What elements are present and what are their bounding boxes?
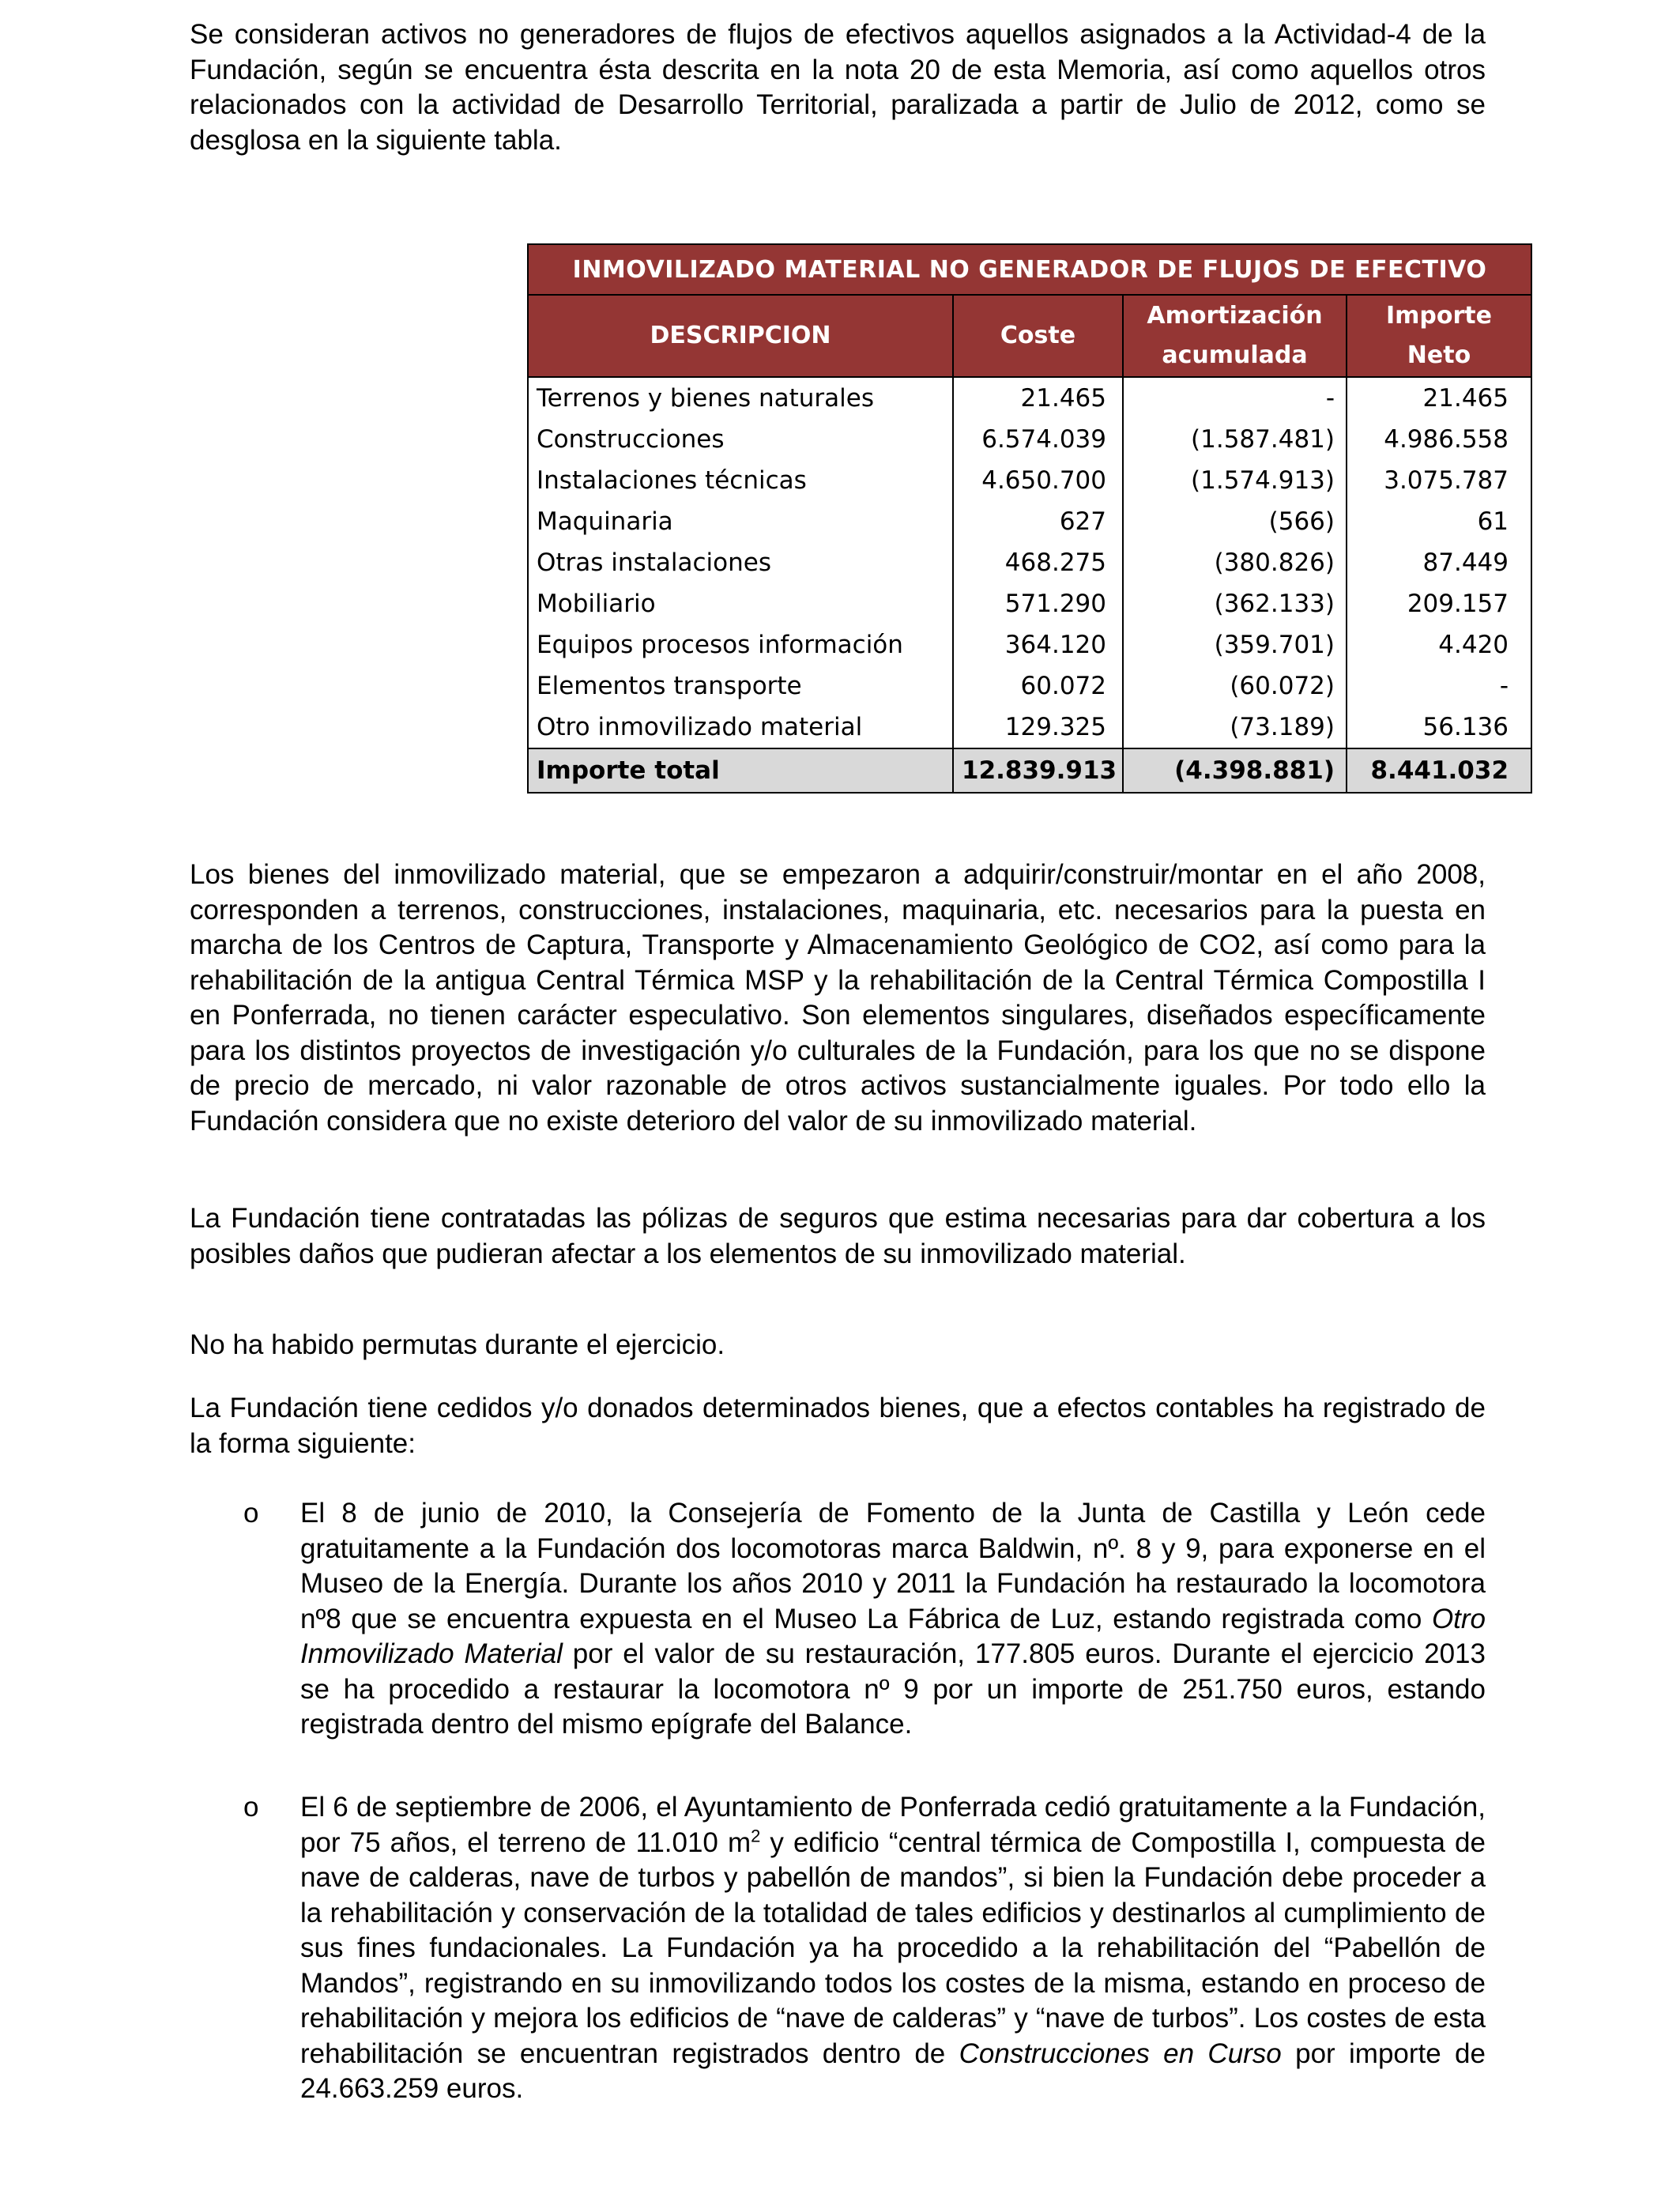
total-neto: 8.441.032 (1347, 748, 1531, 793)
bullet-text-part: El 6 de septiembre de 2006, el Ayuntamiento de Ponferrada cedió gratuitamente a la Fundación, por 75 años, el terreno de 11.010 m (300, 1792, 1486, 1858)
row-neto: 3.075.787 (1347, 460, 1531, 501)
table-row (528, 542, 1531, 583)
bullet-text-part: por el valor de su restauración, 177.805 euros. Durante el ejercicio 2013 se ha procedido a restaurar la locomotora nº 9 por un importe de 251.750 euros, estando registrada dentro del mismo epígrafe del Balance. (300, 1638, 1486, 1740)
row-neto: 209.157 (1347, 583, 1531, 624)
bullet-text-locomotoras (300, 1496, 1486, 1743)
row-desc: Construcciones (528, 419, 953, 460)
header-neto (1347, 295, 1531, 377)
table-row (528, 665, 1531, 707)
total-amortizacion: (4.398.881) (1123, 748, 1347, 793)
row-amortizacion: (1.587.481) (1123, 419, 1347, 460)
table-row (528, 707, 1531, 748)
header-neto-line2: Neto (1407, 341, 1471, 369)
bullet-marker: o (243, 1498, 259, 1529)
row-desc: Instalaciones técnicas (528, 460, 953, 501)
table-row (528, 624, 1531, 665)
row-amortizacion: (359.701) (1123, 624, 1347, 665)
header-coste: Coste (953, 295, 1123, 377)
row-amortizacion: (566) (1123, 501, 1347, 542)
bullet-italic: Construcciones en Curso (959, 2038, 1282, 2069)
row-neto: 4.986.558 (1347, 419, 1531, 460)
row-desc: Maquinaria (528, 501, 953, 542)
paragraph-cedidos: La Fundación tiene cedidos y/o donados determinados bienes, que a efectos contables ha registrado de la forma siguiente: (190, 1393, 1486, 1459)
row-amortizacion: (73.189) (1123, 707, 1347, 748)
total-desc: Importe total (528, 748, 953, 793)
row-coste: 60.072 (953, 665, 1123, 707)
row-amortizacion: (60.072) (1123, 665, 1347, 707)
row-amortizacion: - (1123, 377, 1347, 419)
row-coste: 627 (953, 501, 1123, 542)
paragraph-seguros: La Fundación tiene contratadas las pólizas de seguros que estima necesarias para dar cobertura a los posibles daños que pudieran afectar a los elementos de su inmovilizado material. (190, 1203, 1486, 1269)
table-title: INMOVILIZADO MATERIAL NO GENERADOR DE FLUJOS DE EFECTIVO (528, 244, 1531, 295)
header-descripcion: DESCRIPCION (528, 295, 953, 377)
row-desc: Otro inmovilizado material (528, 707, 953, 748)
asset-table (527, 243, 1532, 794)
row-coste: 571.290 (953, 583, 1123, 624)
bullet-text-part: El 8 de junio de 2010, la Consejería de Fomento de la Junta de Castilla y León cede gratuitamente a la Fundación dos locomotoras marca Baldwin, nº. 8 y 9, para exponerse en el Museo de la Energía. Durante los años 2010 y 2011 la Fundación ha restaurado la locomotora nº8 que se encuentra expuesta en el Museo La Fábrica de Luz, estando registrada como (300, 1498, 1486, 1634)
paragraph-bienes: Los bienes del inmovilizado material, que se empezaron a adquirir/construir/montar en el año 2008, corresponden a terrenos, construcciones, instalaciones, maquinaria, etc. necesarios para la puesta en marcha de los Centros de Captura, Transporte y Almacenamiento Geológico de CO2, así como para la rehabilitación de la antigua Central Térmica MSP y la rehabilitación de la Central Térmica Compostilla I en Ponferrada, no tienen carácter especulativo. Son elementos singulares, diseñados específicamente para los distintos proyectos de investigación y/o culturales de la Fundación, para los que no se dispone de precio de mercado, ni valor razonable de otros activos sustancialmente iguales. Por todo ello la Fundación considera que no existe deterioro del valor de su inmovilizado material. (190, 859, 1486, 1137)
header-amortizacion-line2: acumulada (1162, 341, 1308, 369)
row-desc: Mobiliario (528, 583, 953, 624)
row-coste: 129.325 (953, 707, 1123, 748)
row-neto: 21.465 (1347, 377, 1531, 419)
row-neto: 61 (1347, 501, 1531, 542)
bullet-marker: o (243, 1792, 259, 1823)
row-coste: 4.650.700 (953, 460, 1123, 501)
row-neto: 87.449 (1347, 542, 1531, 583)
row-amortizacion: (380.826) (1123, 542, 1347, 583)
row-neto: - (1347, 665, 1531, 707)
row-coste: 6.574.039 (953, 419, 1123, 460)
row-amortizacion: (362.133) (1123, 583, 1347, 624)
table-row (528, 583, 1531, 624)
row-coste: 364.120 (953, 624, 1123, 665)
bullet-italic: Otro Inmovilizado Material (300, 1603, 1486, 1669)
asset-table-container (527, 243, 1531, 794)
bullet-text-compostilla (300, 1790, 1486, 2107)
bullet-text-part: por importe de 24.663.259 euros. (300, 2038, 1486, 2104)
header-amortizacion (1123, 295, 1347, 377)
table-total-row (528, 748, 1531, 793)
row-desc: Elementos transporte (528, 665, 953, 707)
table-row (528, 419, 1531, 460)
table-row (528, 460, 1531, 501)
row-desc: Equipos procesos información (528, 624, 953, 665)
row-coste: 468.275 (953, 542, 1123, 583)
row-coste: 21.465 (953, 377, 1123, 419)
row-neto: 56.136 (1347, 707, 1531, 748)
table-row (528, 377, 1531, 419)
row-neto: 4.420 (1347, 624, 1531, 665)
paragraph-permutas: No ha habido permutas durante el ejercicio. (190, 1329, 725, 1360)
row-amortizacion: (1.574.913) (1123, 460, 1347, 501)
intro-paragraph: Se consideran activos no generadores de flujos de efectivos aquellos asignados a la Actividad-4 de la Fundación, según se encuentra ésta descrita en la nota 20 de esta Memoria, así como aquellos otros relacionados con la actividad de Desarrollo Territorial, paralizada a partir de Julio de 2012, como se desglosa en la siguiente tabla. (190, 19, 1486, 156)
table-row (528, 501, 1531, 542)
header-neto-line1: Importe (1386, 302, 1492, 330)
superscript: 2 (751, 1825, 761, 1845)
row-desc: Terrenos y bienes naturales (528, 377, 953, 419)
bullet-text-part: y edificio “central térmica de Compostilla I, compuesta de nave de calderas, nave de turbos y pabellón de mandos”, si bien la Fundación debe proceder a la rehabilitación y conservación de la totalidad de tales edificios y destinarlos al cumplimiento de sus fines fundacionales. La Fundación ya ha procedido a la rehabilitación del “Pabellón de Mandos”, registrando en su inmovilizando todos los costes de la misma, estando en proceso de rehabilitación y mejora los edificios de “nave de calderas” y “nave de turbos”. Los costes de esta rehabilitación se encuentran registrados dentro de (300, 1826, 1486, 2069)
row-desc: Otras instalaciones (528, 542, 953, 583)
header-amortizacion-line1: Amortización (1147, 302, 1323, 330)
total-coste: 12.839.913 (953, 748, 1123, 793)
